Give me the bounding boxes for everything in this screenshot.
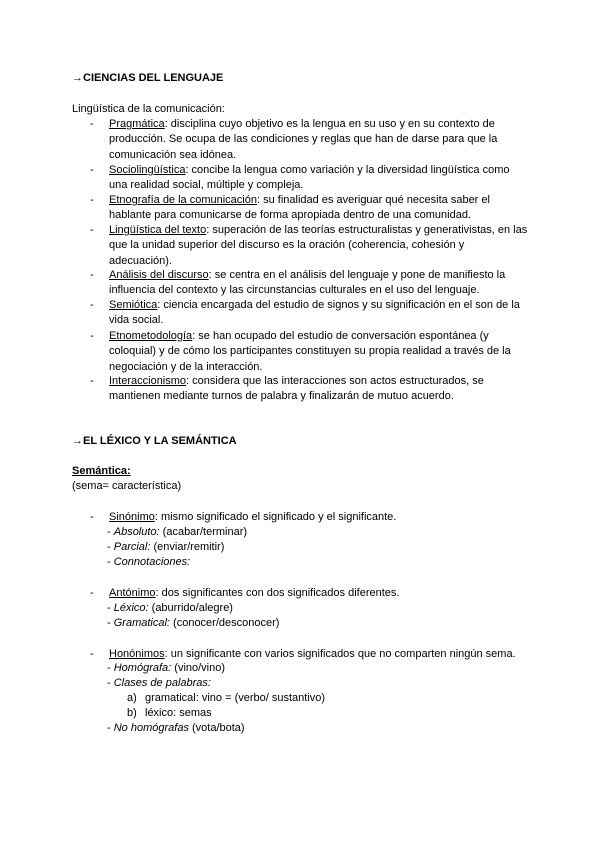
term-definition: : ciencia encargada del estudio de signos y su significación en el son de la vida social. [109, 299, 520, 327]
term-label: Honónimos [109, 648, 165, 660]
term-label: Pragmática [109, 118, 165, 130]
list-item-sinonimo: - Sinónimo: mismo significado el significado y el significante. [90, 511, 397, 523]
sub-item-no-homografas: - No homógrafas (vota/bota) [107, 722, 245, 734]
sub-item-gramatical: - Gramatical: (conocer/desconocer) [107, 617, 280, 629]
term-definition: : disciplina cuyo objetivo es la lengua en su uso y en su contexto de producción. Se ocupa de las condiciones y reglas que han de darse para que la comunicación sea idónea. [109, 118, 498, 161]
term-label: Interaccionismo [109, 375, 187, 387]
list-item-linguistica-texto: - Lingüística del texto: superación de las teorías estructuralistas y generativistas, en las que la unidad superior del discurso es la oración (coherencia, cohesión y adecuación). [90, 224, 528, 267]
list-item-semiotica: - Semiótica: ciencia encargada del estudio de signos y su significación en el son de la vida social. [90, 299, 520, 327]
term-label: Sinónimo [109, 511, 155, 523]
lettered-item-a: a) gramatical: vino = (verbo/ sustantivo) [127, 692, 326, 704]
list-item-antonimo: - Antónimo: dos significantes con dos significados diferentes. [90, 587, 400, 599]
intro-text: Lingüística de la comunicación: [72, 103, 225, 115]
list-item-homonimos: - Honónimos: un significante con varios significados que no comparten ningún sema. [90, 648, 516, 660]
term-label: Sociolingüística [109, 164, 186, 176]
subheading-semantica: Semántica: [72, 465, 131, 477]
term-definition: : dos significantes con dos significados diferentes. [155, 587, 400, 599]
sub-item-homografa: - Homógrafa: (vino/vino) [107, 662, 226, 674]
term-definition: : superación de las teorías estructuralistas y generativistas, en las que la unidad superior del discurso es la oración (coherencia, cohesión y adecuación). [109, 224, 528, 267]
list-item-etnometodologia: - Etnometodología: se han ocupado del estudio de conversación espontánea (y coloquial) y de cómo los participantes constituyen su propia realidad a través de la negociación y de la interacción. [90, 330, 511, 373]
sub-item-connotaciones: - Connotaciones: [107, 556, 191, 568]
list-item-sociolinguistica: - Sociolingüística: concibe la lengua como variación y la diversidad lingüística como una realidad social, múltiple y compleja. [90, 164, 510, 192]
term-definition: : un significante con varios significados que no comparten ningún sema. [164, 648, 516, 660]
term-label: Lingüística del texto [109, 224, 207, 236]
list-item-etnografia: - Etnografía de la comunicación: su finalidad es averiguar qué necesita saber el hablante para comunicarse de forma apropiada dentro de una comunidad. [90, 194, 490, 222]
term-label: Etnografía de la comunicación [109, 194, 257, 206]
term-label: Semiótica [109, 299, 158, 311]
sub-item-lexico: - Léxico: (aburrido/alegre) [107, 602, 233, 614]
term-definition: : su finalidad es averiguar qué necesita saber el hablante para comunicarse de forma apropiada dentro de una comunidad. [109, 194, 490, 222]
term-label: Etnometodología [109, 330, 193, 342]
sub-item-absoluto: - Absoluto: (acabar/terminar) [107, 526, 248, 538]
term-definition: : se han ocupado del estudio de conversación espontánea (y coloquial) y de cómo los participantes constituyen su propia realidad a través de la negociación y de la interacción. [109, 330, 511, 373]
term-label: Antónimo [109, 587, 156, 599]
sema-note: (sema= característica) [72, 480, 182, 492]
sub-item-parcial: - Parcial: (enviar/remitir) [107, 541, 225, 553]
term-definition: : se centra en el análisis del lenguaje y pone de manifiesto la influencia del contexto y las circunstancias culturales en el uso del lenguaje. [109, 269, 506, 297]
list-item-pragmatica: - Pragmática: disciplina cuyo objetivo es la lengua en su uso y en su contexto de producción. Se ocupa de las condiciones y reglas que han de darse para que la comunicación sea idónea. [90, 118, 498, 161]
list-item-analisis-discurso: - Análisis del discurso: se centra en el análisis del lenguaje y pone de manifiesto la influencia del contexto y las circunstancias culturales en el uso del lenguaje. [90, 269, 506, 297]
term-definition: : considera que las interacciones son actos estructurados, se mantienen mediante turnos de palabra y finalizarán de mutuo acuerdo. [109, 375, 484, 403]
section-heading-ciencias: →CIENCIAS DEL LENGUAJE [72, 72, 224, 84]
sub-item-clases-palabras: - Clases de palabras: [107, 677, 211, 689]
term-label: Análisis del discurso [109, 269, 209, 281]
term-definition: : mismo significado el significado y el significante. [154, 511, 397, 523]
section-heading-lexico: →EL LÉXICO Y LA SEMÁNTICA [72, 435, 237, 447]
term-definition: : concibe la lengua como variación y la diversidad lingüística como una realidad social, múltiple y compleja. [109, 164, 510, 192]
lettered-item-b: b) léxico: semas [127, 707, 212, 719]
list-item-interaccionismo: - Interaccionismo: considera que las interacciones son actos estructurados, se mantienen mediante turnos de palabra y finalizarán de mutuo acuerdo. [90, 375, 484, 403]
